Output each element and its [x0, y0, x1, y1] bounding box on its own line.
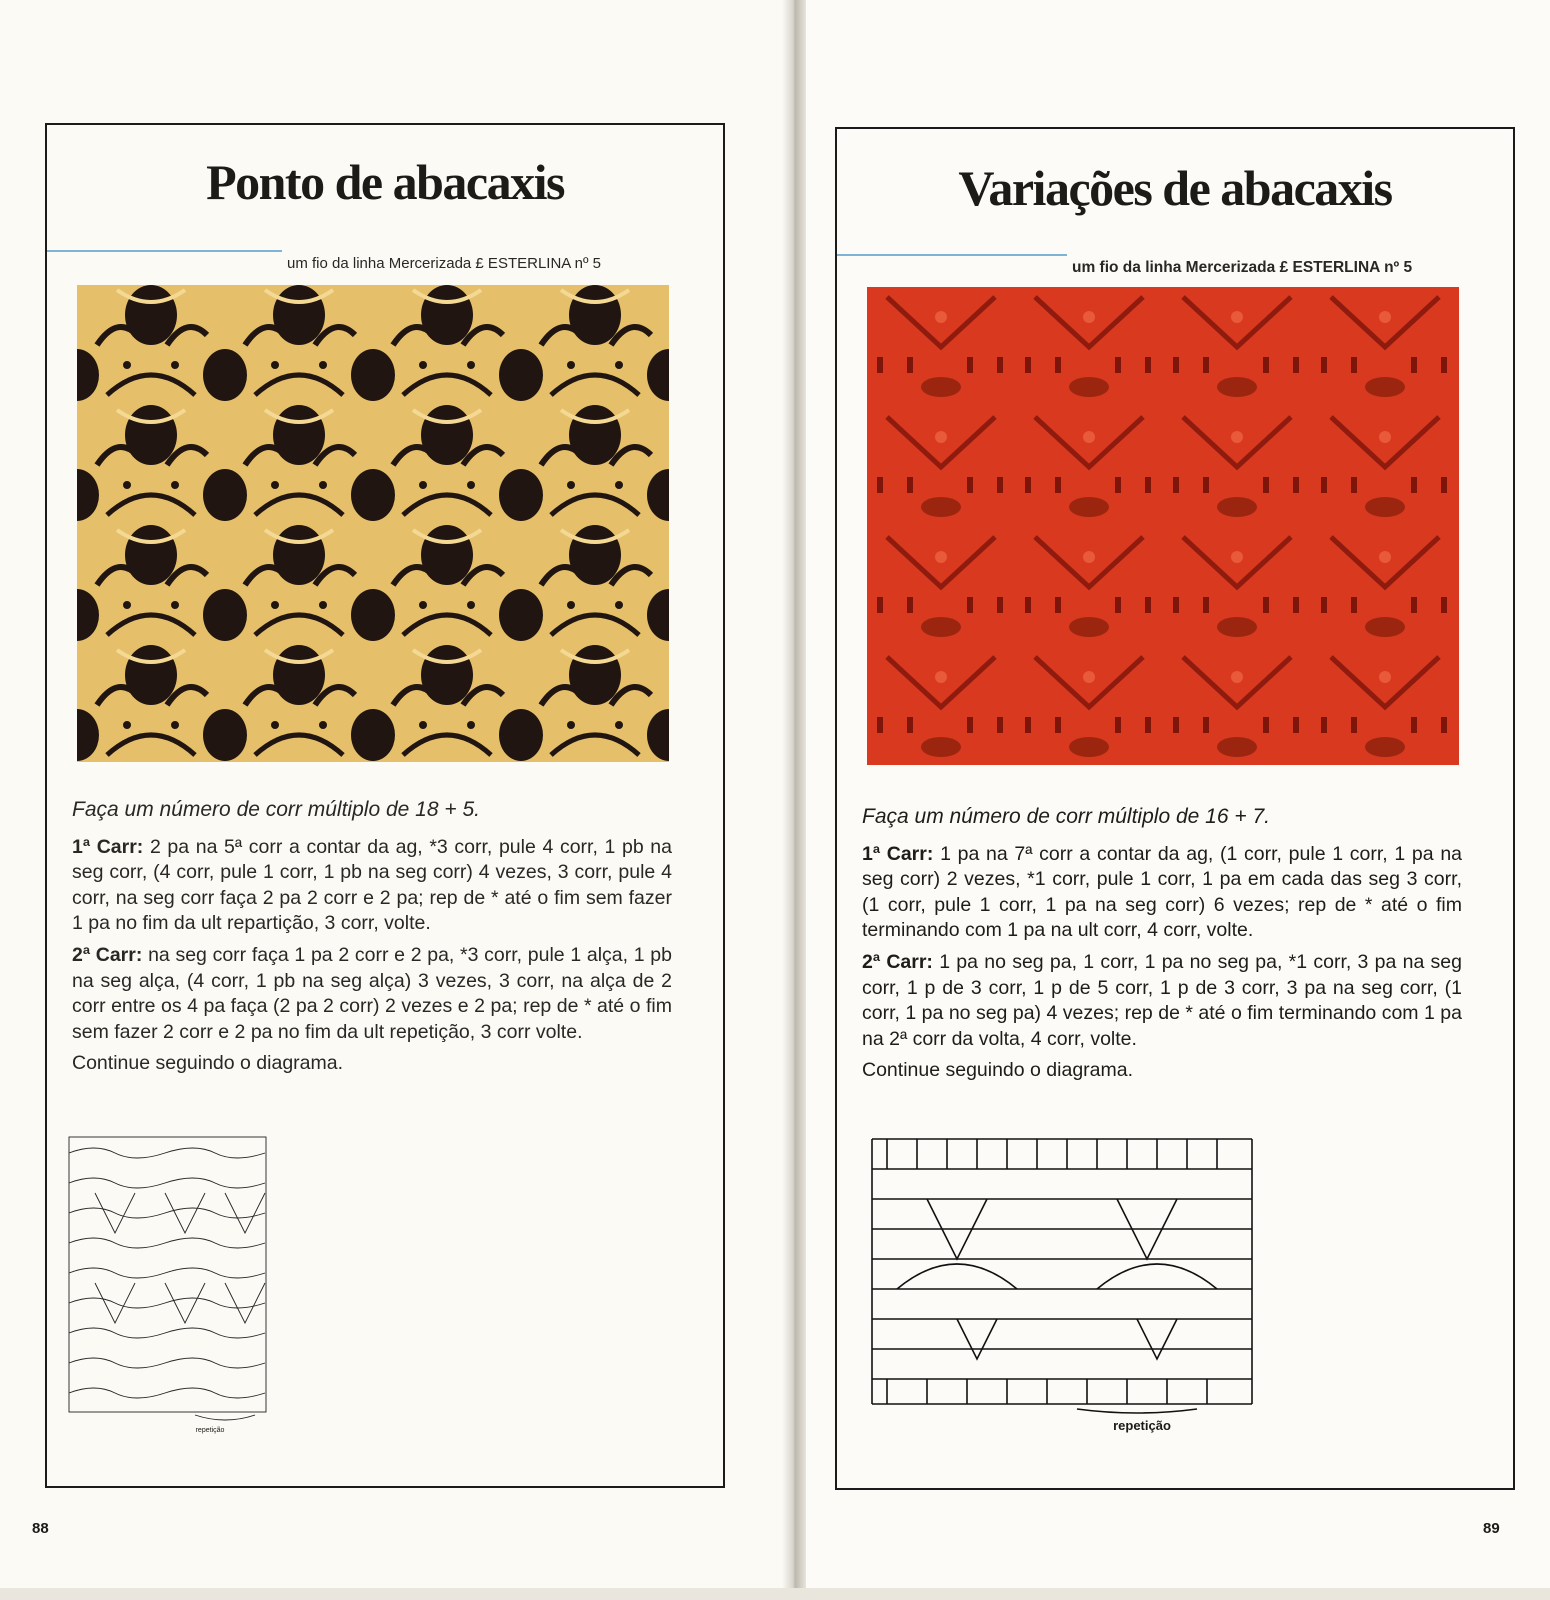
yellow-swatch-photo	[77, 285, 669, 762]
instructions	[72, 797, 672, 1083]
continue-note: Continue seguindo o diagrama.	[72, 1052, 344, 1075]
title-rule	[47, 250, 282, 252]
intro-line: Faça um número de corr múltiplo de 16 + 7.	[862, 805, 1270, 828]
page-number: 89	[1483, 1520, 1500, 1537]
row-1-instruction: 1ª Carr: 1 pa na 7ª corr a contar da ag, (1 corr, pule 1 corr, 1 pa na seg corr) 2 vezes, *1 corr, pule 1 corr, 1 pa em cada das seg 3 corr, (1 corr, pule 1 corr, 1 pa na seg corr) 6 vezes; rep de * até o fim terminando com 1 pa na ult corr, 4 corr, volte.	[862, 842, 1463, 942]
intro-line: Faça um número de corr múltiplo de 18 + 5.	[72, 798, 480, 821]
scan-edge	[0, 1588, 1550, 1600]
repeat-label: repetição	[195, 1427, 225, 1434]
row-2-instruction: 2ª Carr: na seg corr faça 1 pa 2 corr e 2 pa, *3 corr, pule 1 alça, 1 pb na seg alça, (4 corr, 1 pb na seg alça) 3 vezes, 3 corr, na alça de 2 corr entre os 4 pa faça (2 pa 2 corr) 2 vezes e 2 pa; rep de * até o fim sem fazer 2 corr e 2 pa no fim da ult repetição, 3 corr volte.	[72, 943, 672, 1043]
right-page	[795, 0, 1550, 1600]
right-page-frame	[835, 127, 1515, 1490]
row-1-instruction: 1ª Carr: 2 pa na 5ª corr a contar da ag, *3 corr, pule 4 corr, 1 pb na seg corr, (4 corr, pule 1 corr, 1 pb na seg corr) 4 vezes, 3 corr, pule 4 corr, na seg corr faça 2 pa 2 corr e 2 pa; rep de * até o fim sem fazer 1 pa no fim da ult repartição, 3 corr, volte.	[72, 835, 672, 935]
yarn-note: um fio da linha Mercerizada £ ESTERLINA nº 5	[1072, 259, 1413, 276]
book-gutter	[782, 0, 806, 1600]
row-2-instruction: 2ª Carr: 1 pa no seg pa, 1 corr, 1 pa no seg pa, *1 corr, 3 pa na seg corr, 1 p de 3 corr, 1 p de 5 corr, 1 p de 3 corr, 3 pa na seg corr, (1 corr, 1 pa no seg pa) 4 vezes; rep de * até o fim terminando com 1 pa na 2ª corr da volta, 4 corr, volte.	[862, 950, 1462, 1050]
red-swatch-photo	[867, 287, 1459, 765]
instructions	[862, 804, 1462, 1090]
repeat-label: repetição	[1113, 1418, 1171, 1433]
yarn-note: um fio da linha Mercerizada £ ESTERLINA nº 5	[287, 255, 601, 272]
crochet-diagram	[867, 1129, 1257, 1414]
left-page-frame	[45, 123, 725, 1488]
continue-note: Continue seguindo o diagrama.	[862, 1059, 1134, 1082]
page-title: Ponto de abacaxis	[206, 154, 564, 210]
crochet-diagram	[65, 1133, 270, 1423]
page-title: Variações de abacaxis	[958, 160, 1392, 216]
title-rule	[837, 254, 1067, 256]
page-number: 88	[32, 1520, 49, 1537]
